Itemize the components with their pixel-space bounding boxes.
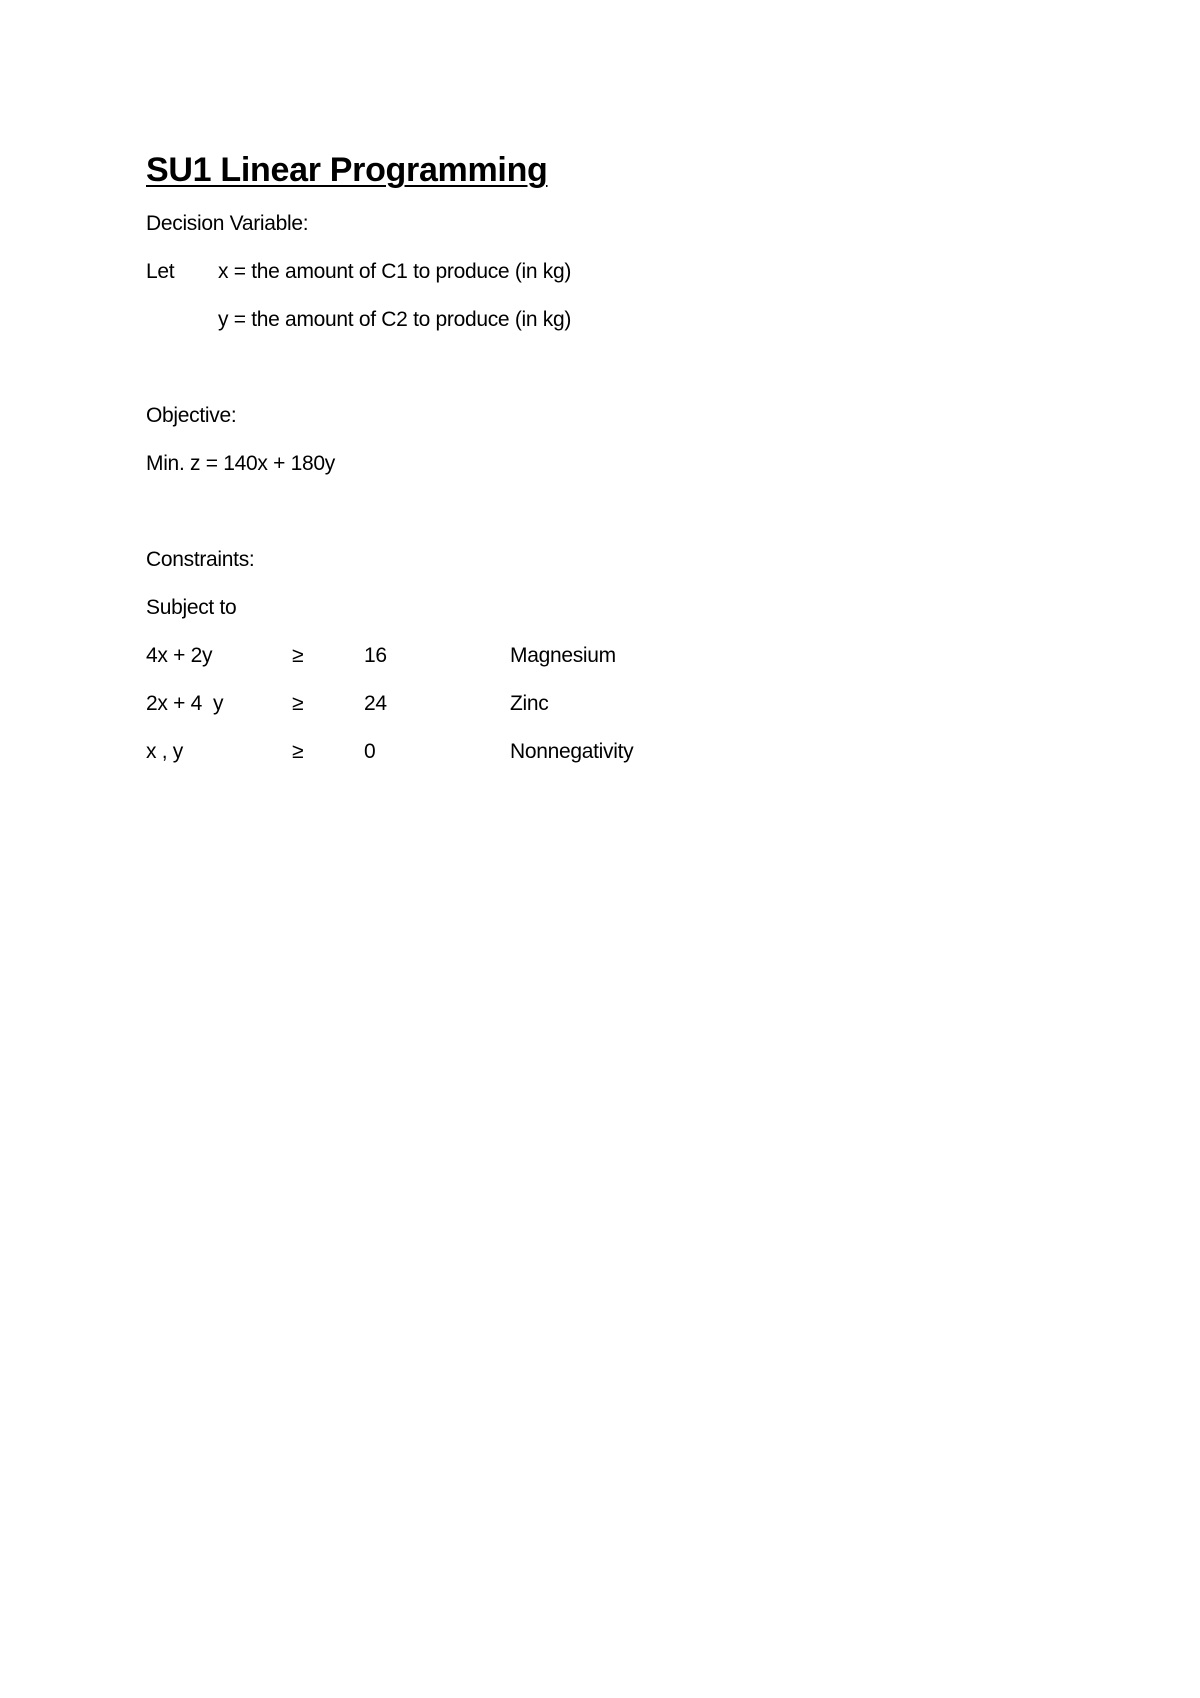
constraint-value: 24 bbox=[364, 692, 387, 715]
constraints-heading: Constraints: bbox=[146, 548, 255, 571]
objective-function: Min. z = 140x + 180y bbox=[146, 452, 335, 475]
constraint-expression: x , y bbox=[146, 740, 184, 763]
constraint-operator: ≥ bbox=[292, 740, 304, 763]
constraint-row-zinc bbox=[146, 680, 1146, 728]
objective-heading: Objective: bbox=[146, 404, 237, 427]
constraint-operator: ≥ bbox=[292, 692, 304, 715]
variable-x-line bbox=[146, 248, 1146, 296]
constraint-row-magnesium bbox=[146, 632, 1146, 680]
constraint-name: Zinc bbox=[510, 692, 549, 715]
variable-y-definition: y = the amount of C2 to produce (in kg) bbox=[218, 308, 572, 331]
spacer bbox=[146, 344, 1146, 392]
let-word: Let bbox=[146, 260, 175, 283]
subject-to-label: Subject to bbox=[146, 596, 237, 619]
constraint-operator: ≥ bbox=[292, 644, 304, 667]
constraint-expression: 4x + 2y bbox=[146, 644, 213, 667]
variable-x-definition: x = the amount of C1 to produce (in kg) bbox=[218, 260, 572, 283]
constraint-value: 0 bbox=[364, 740, 376, 763]
constraint-row-nonnegativity bbox=[146, 728, 1146, 776]
constraint-name: Magnesium bbox=[510, 644, 616, 667]
constraint-value: 16 bbox=[364, 644, 387, 667]
document-title: SU1 Linear Programming bbox=[146, 151, 548, 189]
constraint-name: Nonnegativity bbox=[510, 740, 634, 763]
constraint-expression: 2x + 4 y bbox=[146, 692, 224, 715]
decision-variable-heading: Decision Variable: bbox=[146, 212, 309, 235]
spacer bbox=[146, 488, 1146, 536]
document-content bbox=[146, 148, 1146, 776]
